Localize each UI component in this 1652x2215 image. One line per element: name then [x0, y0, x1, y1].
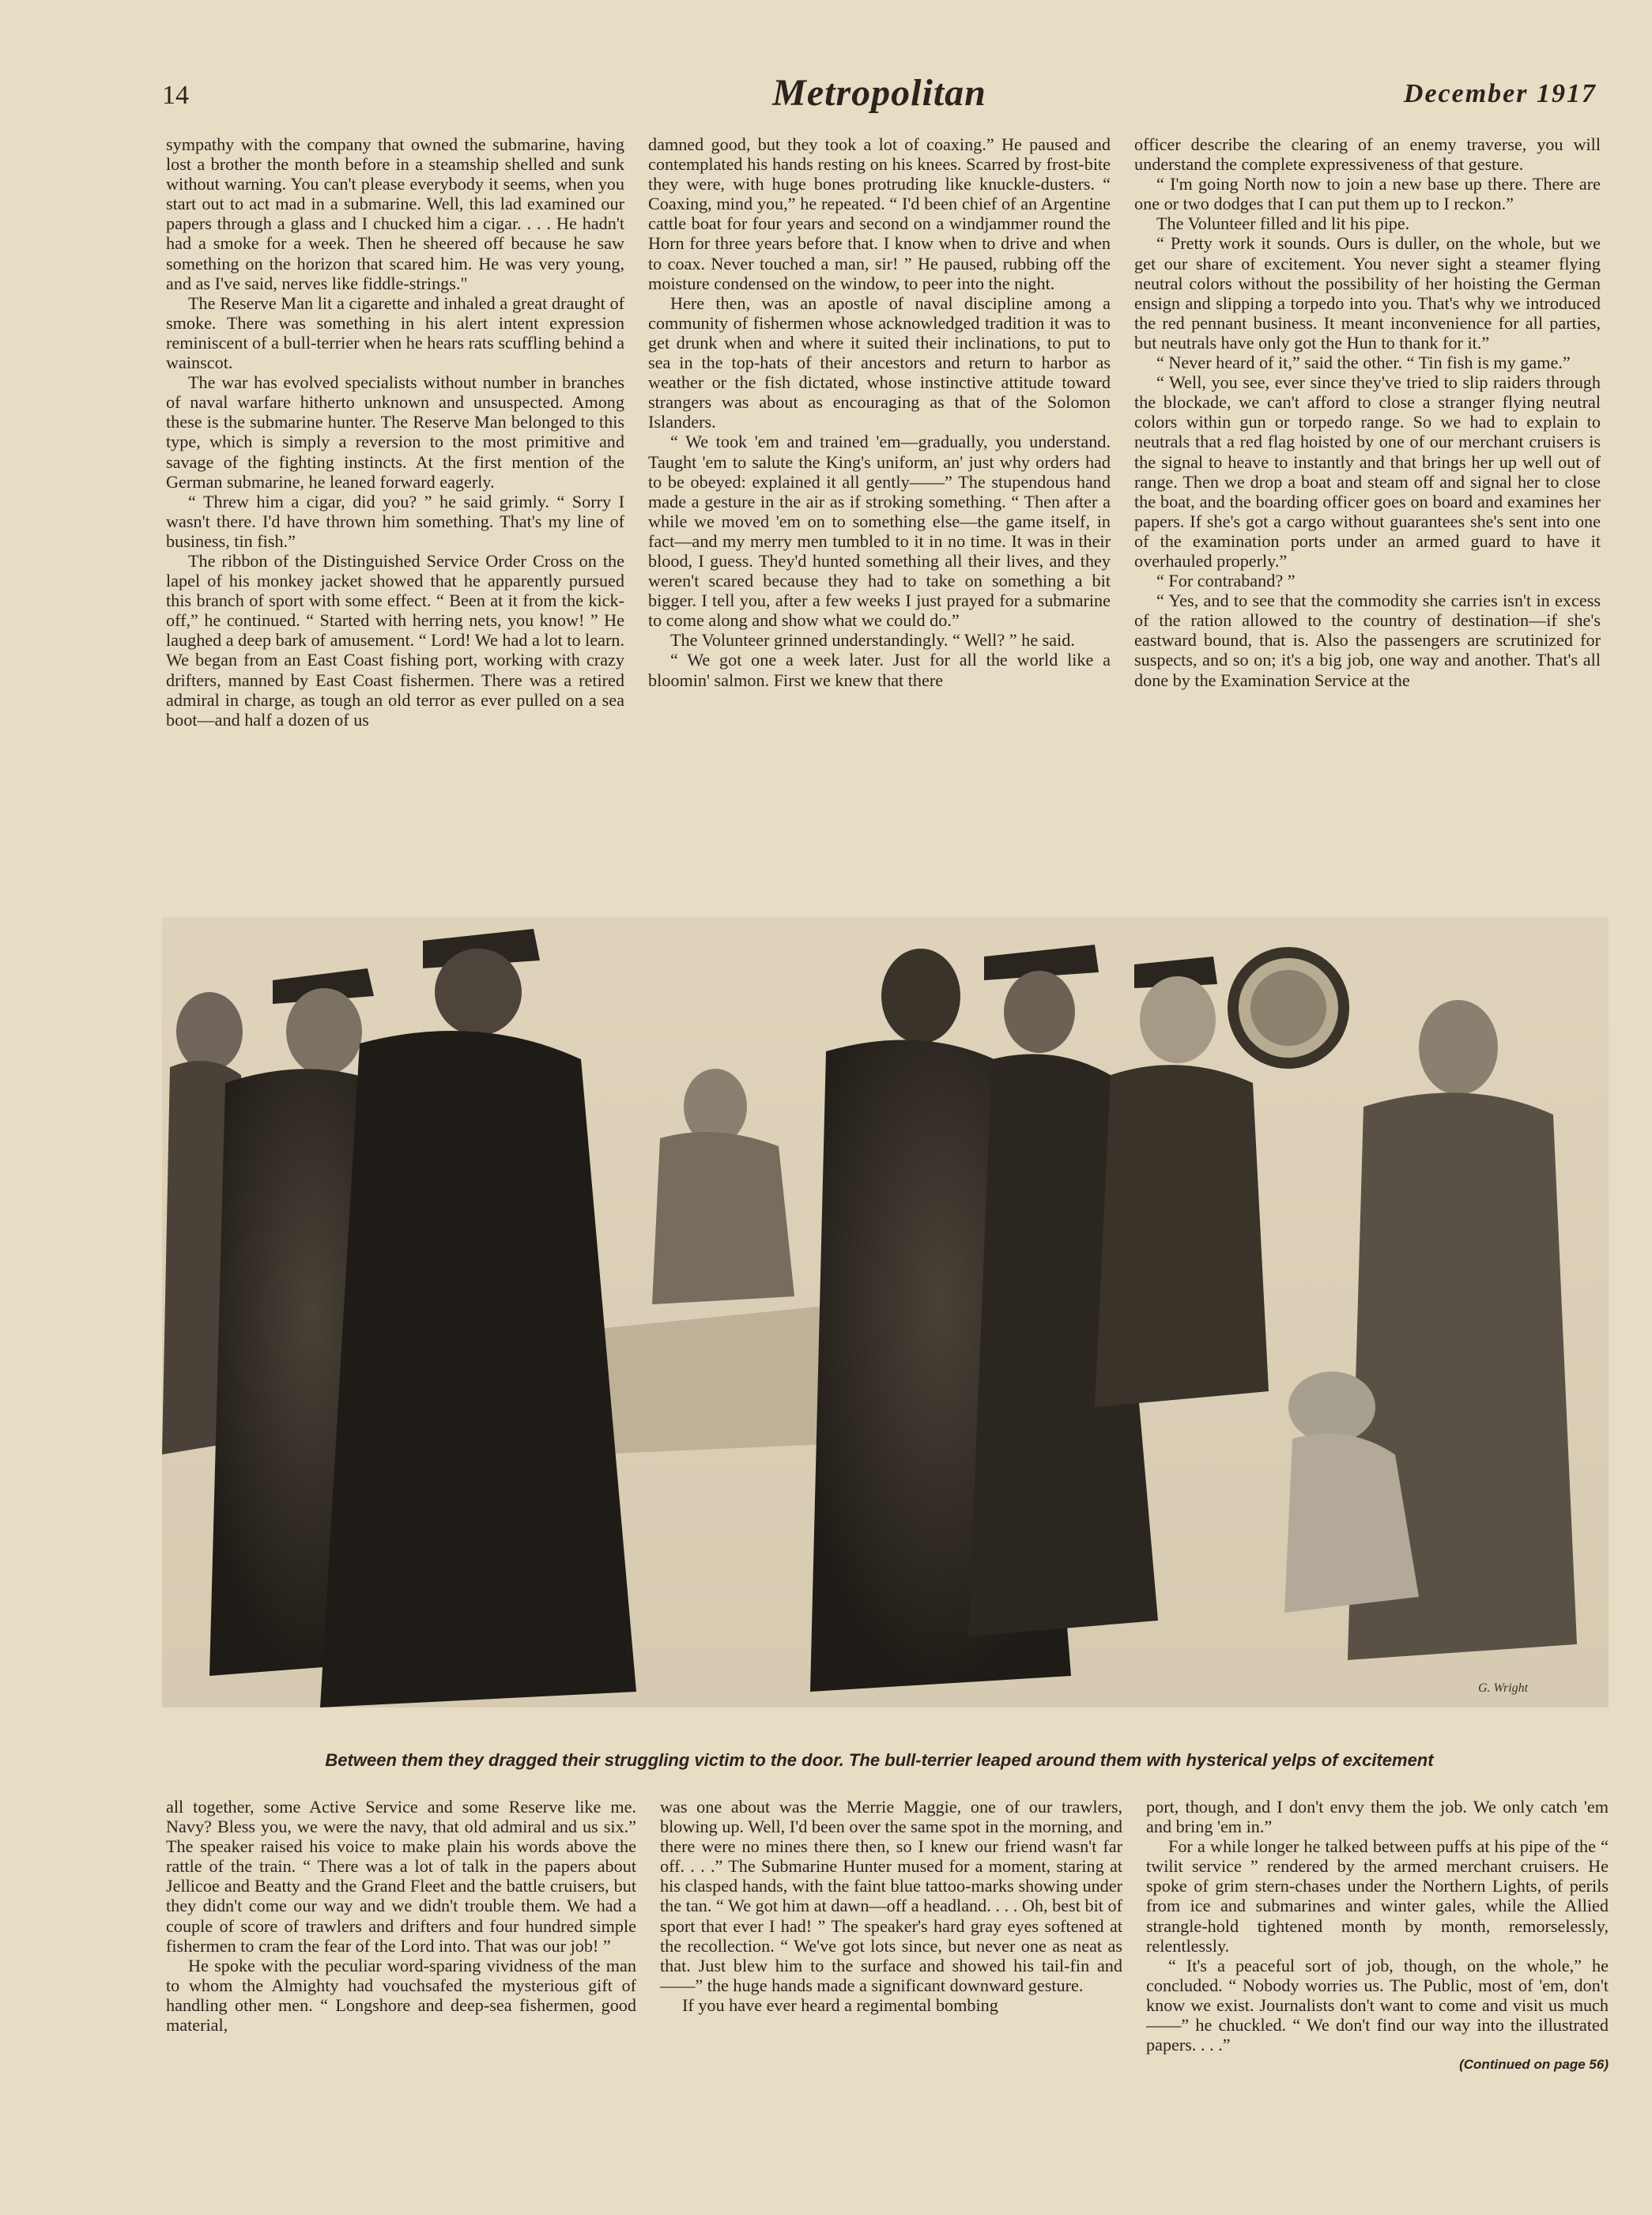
- paragraph: “ We took 'em and trained 'em—gradually, you understand. Taught 'em to salute the King's uniform, an' just why orders had to be obeyed: explained it all gently——” The stupendous hand made a gesture in the air as if stroking something. “ Then after a while we moved 'em on to something else—the game itself, in fact—and my merry men tumbled to it in no time. It was in their blood, I guess. They'd hunted something all their lives, and they weren't scared because they had to take on something a bit bigger. I tell you, after a few weeks I just prayed for a submarine to come along and show what we could do.”: [648, 432, 1111, 631]
- paragraph: “ For contraband? ”: [1156, 571, 1296, 591]
- top-column-1: [166, 134, 624, 881]
- paragraph: “ Well, you see, ever since they've tried to slip raiders through the blockade, we can't afford to close a stranger flying neutral colors within gun or torpedo range. So we had to explain to neutrals that a red flag hoisted by one of our merchant cruisers is the signal to heave to instantly and that brings her up well out of range. Then we drop a boat and steam off and signal her to close the boat, and the boarding officer goes on board and examines her papers. If she's got a cargo without guarantees she's sent into one of the examination ports under an armed guard to have it overhauled properly.”: [1134, 372, 1601, 571]
- paragraph: The Volunteer filled and lit his pipe.: [1156, 213, 1410, 234]
- page-number: 14: [162, 81, 189, 110]
- paragraph: “ Threw him a cigar, did you? ” he said grimly. “ Sorry I wasn't there. I'd have thrown him something. That's my line of business, tin fish.”: [166, 491, 624, 551]
- page-header: [162, 71, 1597, 119]
- paragraph: Here then, was an apostle of naval discipline among a community of fishermen whose acknowledged tradition it was to get drunk when and where it suited their inclinations, to put to sea in the top-hats of their ancestors and return to harbor as weather or the fish dictated, whose instinctive attitude toward strangers was about as encouraging as that of the Solomon Islanders.: [648, 292, 1111, 432]
- paragraph: The Reserve Man lit a cigarette and inhaled a great draught of smoke. There was something in his alert intent expression reminiscent of a bull-terrier when he hears rats scuffling behind a wainscot.: [166, 292, 624, 373]
- paragraph: was one about was the Merrie Maggie, one of our trawlers, blowing up. Well, I'd been over the same spot in the morning, and there were no mines there then, so I knew our friend wasn't far off. . . .” The Submarine Hunter mused for a moment, staring at his clasped hands, with the faint blue tattoo-marks showing under the tan. “ We got him at dawn—off a headland. . . . Oh, best bit of sport that ever I had! ” The speaker's hard gray eyes softened at the recollection. “ We've got lots since, but never one as neat as that. Just blew him to the surface and showed his tail-fin and——” the huge hands made a significant downward gesture.: [660, 1797, 1122, 1995]
- bottom-column-3: [1146, 1797, 1609, 2200]
- paragraph: He spoke with the peculiar word-sparing vividness of the man to whom the Almighty had vouchsafed the mysterious gift of handling other men. “ Longshore and deep-sea fishermen, good material,: [166, 1955, 636, 2036]
- paragraph: “ Pretty work it sounds. Ours is duller, on the whole, but we get our share of excitement. You never sight a steamer flying neutral colors without the possibility of her hoisting the German ensign and slipping a torpedo into you. That's why we introduced the red pennant business. It meant inconvenience for all parties, but neutrals have only got the Hun to thank for it.”: [1134, 233, 1601, 353]
- paragraph: damned good, but they took a lot of coaxing.” He paused and contemplated his hands resting on his knees. Scarred by frost-bite they were, with huge bones protruding like knuckle-dusters. “ Coaxing, mind you,” he repeated. “ I'd been chief of an Argentine cattle boat for four years and second on a windjammer round the Horn for three years before that. I know when to drive and when to coax. Never touched a man, sir! ” He paused, rubbing off the moisture condensed on the window, to peer into the night.: [648, 134, 1111, 293]
- porthole: [1233, 953, 1344, 1063]
- paragraph: sympathy with the company that owned the submarine, having lost a brother the month before in a steamship shelled and sunk without warning. You can't please everybody it seems, when you start out to act mad in a submarine. Well, this lad examined our papers through a glass and I chucked him a cigar. . . . He hadn't had a smoke for a week. Then he sheered off because he saw something on the horizon that scared him. He was very young, and as I've said, nerves like fiddle-strings.": [166, 134, 624, 293]
- paragraph: The war has evolved specialists without number in branches of naval warfare hitherto unknown and unsuspected. Among these is the submarine hunter. The Reserve Man belonged to this type, which is simply a reversion to the most primitive and savage of the fighting instincts. At the first mention of the German submarine, he leaned forward eagerly.: [166, 372, 624, 492]
- top-column-2: [648, 134, 1111, 881]
- paragraph: port, though, and I don't envy them the job. We only catch 'em and bring 'em in.”: [1146, 1797, 1609, 1837]
- issue-date: December 1917: [1403, 79, 1597, 108]
- paragraph: officer describe the clearing of an enemy traverse, you will understand the complete expressiveness of that gesture.: [1134, 134, 1601, 175]
- top-column-3: [1134, 134, 1601, 881]
- paragraph: “ It's a peaceful sort of job, though, on the whole,” he concluded. “ Nobody worries us. The Public, most of 'em, don't know we exist. Journalists don't want to come and visit us much——” he chuckled. “ We don't find our way into the illustrated papers. . . .”: [1146, 1955, 1609, 2055]
- bottom-column-1: [166, 1797, 636, 2200]
- paragraph: The ribbon of the Distinguished Service Order Cross on the lapel of his monkey jacket showed that he apparently pursued this branch of sport with some effect. “ Been at it from the kick-off,” he continued. “ Started with herring nets, you know! ” He laughed a deep bark of amusement. “ Lord! We had a lot to learn. We began from an East Coast fishing port, working with crazy drifters, manned by East Coast fishermen. There was a retired admiral in charge, as tough an old terror as ever pulled on a sea boot—and half a dozen of us: [166, 550, 624, 730]
- illustration: [162, 885, 1609, 1731]
- magazine-title: Metropolitan: [772, 72, 986, 114]
- paragraph: “ Never heard of it,” said the other. “ Tin fish is my game.”: [1156, 353, 1571, 373]
- illustration-caption: Between them they dragged their struggling victim to the door. The bull-terrier leaped around them with hysterical yelps of excitement: [325, 1750, 1434, 1770]
- paragraph: “ Yes, and to see that the commodity she carries isn't in excess of the ration allowed to the country of destination—if she's eastward bound, that is. Also the passengers are scrutinized for suspects, and so on; it's a big job, one way and another. That's all done by the Examination Service at the: [1134, 591, 1601, 690]
- paragraph: For a while longer he talked between puffs at his pipe of the “ twilit service ” rendered by the armed merchant cruisers. He spoke of grim stern-chases under the Northern Lights, of perils from ice and submarines and winter gales, while the Allied strangle-hold tightened month by month, remorselessly, relentlessly.: [1146, 1836, 1609, 1956]
- artist-signature: G. Wright: [1478, 1681, 1529, 1695]
- paragraph: The Volunteer grinned understandingly. “ Well? ” he said.: [670, 630, 1075, 651]
- paragraph: all together, some Active Service and some Reserve like me. Navy? Bless you, we were the navy, that old admiral and us six.” The speaker raised his voice to make plain his words above the rattle of the train. “ There was a lot of talk in the papers about Jellicoe and Beatty and the Grand Fleet and the battle cruisers, but they didn't come our way and we didn't trouble them. We had a couple of score of trawlers and drifters and four hundred simple fishermen to cram the fear of the Lord into. That was our job! ”: [166, 1797, 636, 1956]
- paragraph: If you have ever heard a regimental bombing: [682, 1994, 998, 2015]
- paragraph: “ We got one a week later. Just for all the world like a bloomin' salmon. First we knew that there: [648, 650, 1111, 690]
- bottom-column-2: [660, 1797, 1122, 2200]
- paragraph: “ I'm going North now to join a new base up there. There are one or two dodges that I can put them up to I reckon.”: [1134, 174, 1601, 214]
- continued-note: (Continued on page 56): [1459, 2057, 1609, 2073]
